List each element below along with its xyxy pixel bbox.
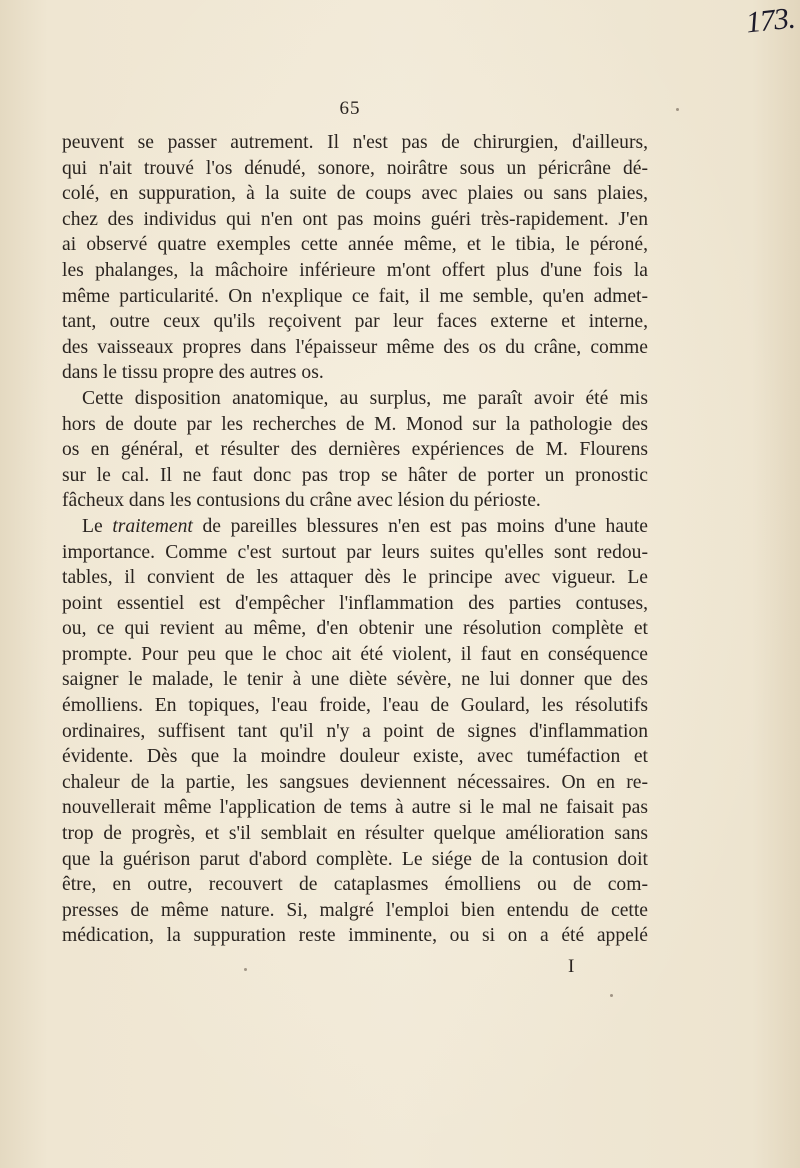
text-run: Le (82, 515, 113, 537)
text-line: saigner le malade, le tenir à une diète sévère, ne lui donner que des (62, 669, 648, 691)
paragraph-end-line: dans le tissu propre des autres os. (62, 362, 324, 384)
text-line: point essentiel est d'empêcher l'inflammation des parties contuses, (62, 592, 648, 614)
text-line: sur le cal. Il ne faut donc pas trop se hâter de porter un pronostic (62, 464, 648, 486)
handwritten-folio: 173. (743, 1, 796, 40)
text-line: prompte. Pour peu que le choc ait été violent, il faut en conséquence (62, 643, 648, 665)
text-line: tant, outre ceux qu'ils reçoivent par leur faces externe et interne, (62, 311, 648, 333)
text-line: trop de progrès, et s'il semblait en résulter quelque amélioration sans (62, 823, 648, 845)
paragraph-start-line: Cette disposition anatomique, au surplus, me paraît avoir été mis (82, 387, 648, 409)
text-line: même particularité. On n'explique ce fait, il me semble, qu'en admet- (62, 285, 648, 307)
text-line: que la guérison parut d'abord complète. Le siége de la contusion doit (62, 848, 648, 870)
text-line: ai observé quatre exemples cette année même, et le tibia, le péroné, (62, 234, 648, 256)
text-line: chaleur de la partie, les sangsues deviennent nécessaires. On en re- (62, 771, 648, 793)
text-line: chez des individus qui n'en ont pas moins guéri très-rapidement. J'en (62, 208, 648, 230)
paper-speck (610, 994, 613, 997)
text-line: colé, en suppuration, à la suite de coups avec plaies ou sans plaies, (62, 183, 648, 205)
text-line: presses de même nature. Si, malgré l'emploi bien entendu de cette (62, 899, 648, 921)
paper-speck (676, 108, 679, 111)
paragraph-end-line: fâcheux dans les contusions du crâne avec lésion du périoste. (62, 490, 541, 512)
text-line: os en général, et résulter des dernières expériences de M. Flourens (62, 439, 648, 461)
text-line: importance. Comme c'est surtout par leurs suites qu'elles sont redou- (62, 541, 648, 563)
signature-mark: I (568, 956, 575, 977)
text-line: ou, ce qui revient au même, d'en obtenir une résolution complète et (62, 618, 648, 640)
page-number: 65 (339, 98, 361, 119)
text-line: tables, il convient de les attaquer dès le principe avec vigueur. Le (62, 567, 648, 589)
text-line: des vaisseaux propres dans l'épaisseur même des os du crâne, comme (62, 336, 648, 358)
body-text (62, 130, 648, 949)
text-line: qui n'ait trouvé l'os dénudé, sonore, noirâtre sous un péricrâne dé- (62, 157, 648, 179)
text-line: ordinaires, suffisent tant qu'il n'y a point de signes d'inflammation (62, 720, 648, 742)
text-line: médication, la suppuration reste imminente, ou si on a été appelé (62, 925, 648, 947)
text-line: les phalanges, la mâchoire inférieure m'ont offert plus d'une fois la (62, 259, 648, 281)
text-line: émolliens. En topiques, l'eau froide, l'eau de Goulard, les résolutifs (62, 695, 648, 717)
text-line: évidente. Dès que la moindre douleur existe, avec tuméfaction et (62, 746, 648, 768)
text-line: peuvent se passer autrement. Il n'est pas de chirurgien, d'ailleurs, (62, 132, 648, 153)
text-line: nouvellerait même l'application de tems à autre si le mal ne faisait pas (62, 797, 648, 819)
italic-term: traitement (112, 515, 193, 537)
text-run: de pareilles blessures n'en est pas moins d'une haute (192, 515, 648, 537)
text-line: hors de doute par les recherches de M. Monod sur la pathologie des (62, 413, 648, 435)
paragraph-start-line (62, 514, 648, 540)
paper-speck (244, 968, 247, 971)
text-line: être, en outre, recouvert de cataplasmes émolliens ou de com- (62, 874, 648, 896)
